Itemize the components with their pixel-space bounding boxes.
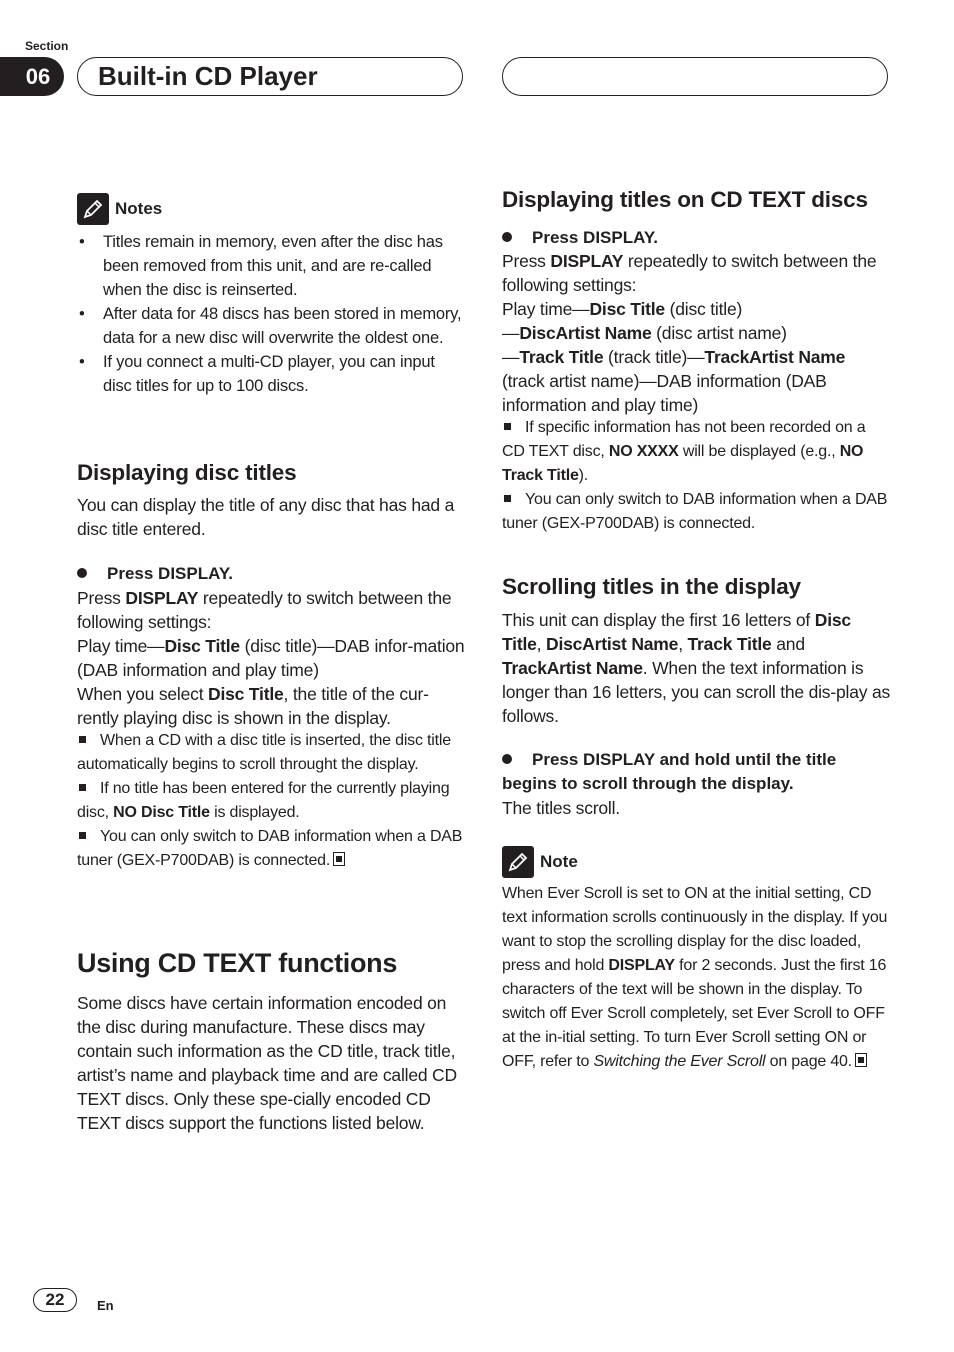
notes-title: Notes bbox=[115, 199, 163, 218]
disc-titles-subnotes bbox=[77, 729, 467, 873]
note-body: When Ever Scroll is set to ON at the initial setting, CD text information scrolls continuously in the display. If you want to stop the scrolling display for the disc loaded, press and hold DISPLAY for 2 seconds. Just the first 16 characters of the text will be shown in the display. To switch off Ever Scroll completely, set Ever Scroll to OFF at the in-itial setting. To turn Ever Scroll setting ON or OFF, refer to Switching the Ever Scroll on page 40. bbox=[502, 885, 888, 1070]
pencil-icon bbox=[502, 846, 534, 878]
cd-titles-instructions bbox=[502, 249, 892, 417]
cd-text-heading: Using CD TEXT functions bbox=[77, 948, 398, 978]
section-number: 06 bbox=[0, 57, 64, 96]
square-bullet-icon bbox=[79, 832, 86, 839]
cd-titles-heading: Displaying titles on CD TEXT discs bbox=[502, 187, 868, 212]
end-mark-icon bbox=[855, 1053, 867, 1067]
notes-header bbox=[77, 193, 467, 225]
square-bullet-icon bbox=[79, 784, 86, 791]
disc-titles-heading: Displaying disc titles bbox=[77, 460, 297, 485]
press-display-line: Press DISPLAY repeatedly to switch between the following settings: bbox=[502, 251, 877, 295]
end-mark-icon bbox=[333, 852, 345, 866]
note-block bbox=[502, 846, 892, 1074]
page-number: 22 bbox=[33, 1288, 77, 1312]
step-bullet-icon bbox=[77, 568, 87, 578]
subnote: You can only switch to DAB information when a DAB tuner (GEX-P700DAB) is connected. bbox=[77, 828, 463, 869]
subnote: You can only switch to DAB information when a DAB tuner (GEX-P700DAB) is connected. bbox=[502, 491, 888, 532]
square-bullet-icon bbox=[504, 495, 511, 502]
cross-reference-link: Switching the Ever Scroll bbox=[593, 1053, 766, 1070]
language-label: En bbox=[97, 1298, 114, 1313]
subnote: When a CD with a disc title is inserted, the disc title automatically begins to scroll throught the display. bbox=[77, 732, 451, 773]
chapter-title: Built-in CD Player bbox=[77, 57, 463, 96]
note-header bbox=[502, 846, 892, 878]
header-empty-box bbox=[502, 57, 888, 96]
notes-block bbox=[77, 193, 467, 398]
scroll-heading: Scrolling titles in the display bbox=[502, 574, 801, 599]
when-select-line: When you select Disc Title, the title of the cur-rently playing disc is shown in the display. bbox=[77, 684, 429, 728]
list-item: • Titles remain in memory, even after the disc has been removed from this unit, and are re-called when the disc is reinserted. bbox=[77, 230, 467, 302]
disc-titles-instructions bbox=[77, 586, 467, 730]
step-bullet-icon bbox=[502, 232, 512, 242]
note-title: Note bbox=[540, 852, 578, 871]
square-bullet-icon bbox=[79, 736, 86, 743]
pencil-icon bbox=[77, 193, 109, 225]
cd-text-body: Some discs have certain information encoded on the disc during manufacture. These discs may contain such information as the CD title, track title, artist’s name and playback time and are called CD TEXT discs. Only these spe-cially encoded CD TEXT discs support the functions listed below. bbox=[77, 993, 457, 1133]
press-display-line: Press DISPLAY repeatedly to switch between the following settings: bbox=[77, 588, 452, 632]
section-label: Section bbox=[25, 39, 69, 53]
notes-list bbox=[77, 230, 467, 398]
step-bullet-icon bbox=[502, 754, 512, 764]
scroll-body: This unit can display the first 16 letters of Disc Title, DiscArtist Name, Track Title and TrackArtist Name. When the text information is longer than 16 letters, you can scroll the dis-play as follows. bbox=[502, 610, 891, 726]
settings-sequence: Play time—Disc Title (disc title)—DAB infor-mation (DAB information and play time) bbox=[77, 636, 465, 680]
disc-titles-step: Press DISPLAY. bbox=[77, 562, 467, 586]
subnote: If specific information has not been recorded on a CD TEXT disc, NO XXXX will be displayed (e.g., NO Track Title). bbox=[502, 419, 866, 484]
settings-line: —DiscArtist Name (disc artist name) bbox=[502, 323, 787, 343]
list-item: • If you connect a multi-CD player, you can input disc titles for up to 100 discs. bbox=[77, 350, 467, 398]
list-item: • After data for 48 discs has been stored in memory, data for a new disc will overwrite the oldest one. bbox=[77, 302, 467, 350]
square-bullet-icon bbox=[504, 423, 511, 430]
cd-titles-subnotes bbox=[502, 416, 892, 536]
subnote: If no title has been entered for the currently playing disc, NO Disc Title is displayed. bbox=[77, 780, 450, 821]
scroll-step: Press DISPLAY and hold until the title begins to scroll through the display. bbox=[502, 750, 837, 793]
cd-titles-step: Press DISPLAY. bbox=[502, 226, 892, 250]
settings-line: —Track Title (track title)—TrackArtist Name (track artist name)—DAB information (DAB information and play time) bbox=[502, 347, 846, 415]
disc-titles-intro: You can display the title of any disc that has had a disc title entered. bbox=[77, 495, 455, 539]
scroll-result: The titles scroll. bbox=[502, 798, 620, 818]
settings-line: Play time—Disc Title (disc title) bbox=[502, 299, 743, 319]
